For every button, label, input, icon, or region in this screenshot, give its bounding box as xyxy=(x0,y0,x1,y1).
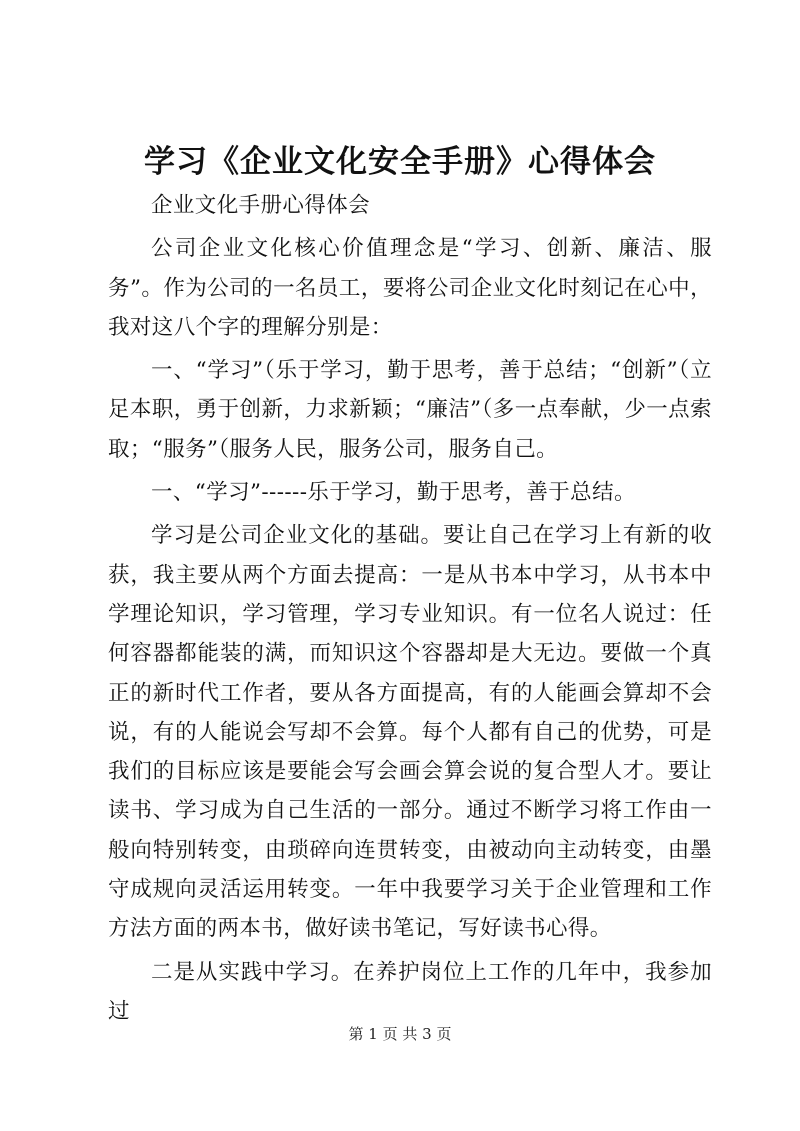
document-body xyxy=(108,186,712,1031)
page-footer: 第 1 页 共 3 页 xyxy=(348,1025,452,1043)
paragraph-practice-learning: 二是从实践中学习。在养护岗位上工作的几年中，我参加过 xyxy=(108,959,712,1024)
document-title: 学习《企业文化安全手册》心得体会 xyxy=(144,144,656,180)
paragraph-values-explained: 一、“学习”（乐于学习，勤于思考，善于总结；“创新”（立足本职，勇于创新，力求新颖；“廉洁”（多一点奉献，少一点索取；“服务”（服务人民，服务公司，服务自己。 xyxy=(108,358,712,462)
paragraph-subtitle: 企业文化手册心得体会 xyxy=(151,193,371,218)
paragraph-core-values: 公司企业文化核心价值理念是“学习、创新、廉洁、服务”。作为公司的一名员工，要将公司企业文化时刻记在心中，我对这八个字的理解分别是： xyxy=(108,236,712,340)
paragraph-learning-foundation: 学习是公司企业文化的基础。要让自己在学习上有新的收获，我主要从两个方面去提高：一是从书本中学习，从书本中学理论知识，学习管理，学习专业知识。有一位名人说过：任何容器都能装的满，而知识这个容器却是大无边。要做一个真正的新时代工作者，要从各方面提高，有的人能画会算却不会说，有的人能说会写却不会算。每个人都有自己的优势，可是我们的目标应该是要能会写会画会算会说的复合型人才。要让读书、学习成为自己生活的一部分。通过不断学习将工作由一般向特别转变，由琐碎向连贯转变，由被动向主动转变，由墨守成规向灵活运用转变。一年中我要学习关于企业管理和工作方法方面的两本书，做好读书笔记，写好读书心得。 xyxy=(108,523,712,942)
paragraph-section-heading: 一、“学习”------乐于学习，勤于思考，善于总结。 xyxy=(151,480,636,506)
